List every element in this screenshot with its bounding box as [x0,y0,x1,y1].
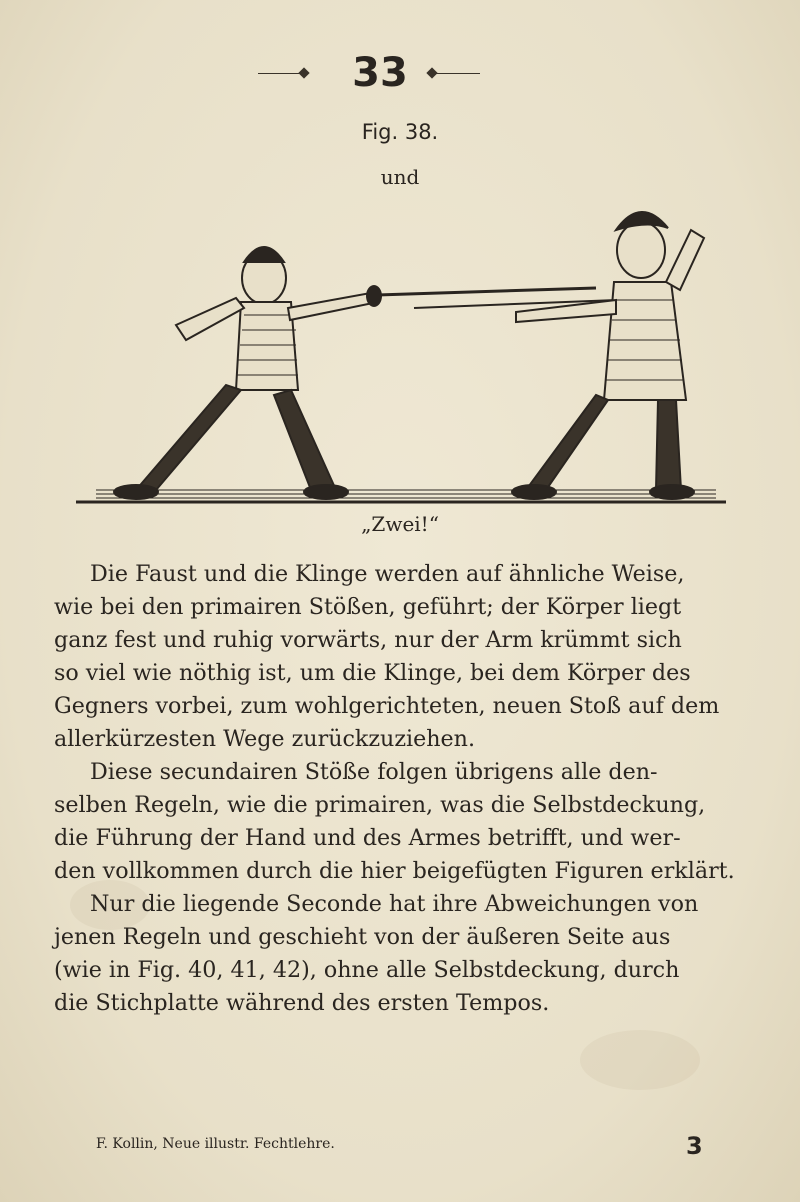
text-line: Diese secundairen Stöße folgen übrigens alle den- [90,759,658,785]
paper-stain [580,1030,700,1090]
text-line: Nur die liegende Seconde hat ihre Abweichungen von [90,891,699,917]
text-line: Die Faust und die Klinge werden auf ähnliche Weise, [90,561,685,587]
ground-hatching [96,490,716,498]
text-line: die Führung der Hand und des Armes betrifft, und wer- [54,825,681,851]
text-line: die Stichplatte während des ersten Tempos. [54,990,550,1016]
text-line: den vollkommen durch die hier beigefügten Figuren erklärt. [54,858,735,884]
header-rule-right [430,73,480,74]
figure-label: Fig. 38. [361,120,439,144]
text-line: selben Regeln, wie die primairen, was die Selbstdeckung, [54,792,706,818]
body-text [54,558,744,1020]
paragraph-3 [54,888,744,1020]
text-line: jenen Regeln und geschieht von der äußeren Seite aus [54,924,671,950]
left-blade [376,288,596,295]
figure-caption: „Zwei!“ [361,512,439,536]
fencing-illustration [76,190,726,508]
text-line: so viel wie nöthig ist, um die Klinge, bei dem Körper des [54,660,691,686]
figure-connector: und [380,165,420,189]
footer-sheet-number: 3 [686,1132,703,1160]
paragraph-2 [54,756,744,888]
right-fencer [512,212,704,499]
left-hilt [366,285,382,307]
text-line: allerkürzesten Wege zurückzuziehen. [54,726,476,752]
text-line: ganz fest und ruhig vorwärts, nur der Arm krümmt sich [54,627,682,653]
page-number: 33 [352,50,408,96]
left-fencer [114,247,378,499]
text-line: Gegners vorbei, zum wohlgerichteten, neuen Stoß auf dem [54,693,720,719]
text-line: (wie in Fig. 40, 41, 42), ohne alle Selbstdeckung, durch [54,957,680,983]
header-rule-left [258,73,304,74]
text-line: wie bei den primairen Stößen, geführt; der Körper liegt [54,594,682,620]
footer-signature: F. Kollin, Neue illustr. Fechtlehre. [96,1136,335,1152]
paragraph-1 [54,558,744,756]
header-ornament-left [298,67,309,78]
